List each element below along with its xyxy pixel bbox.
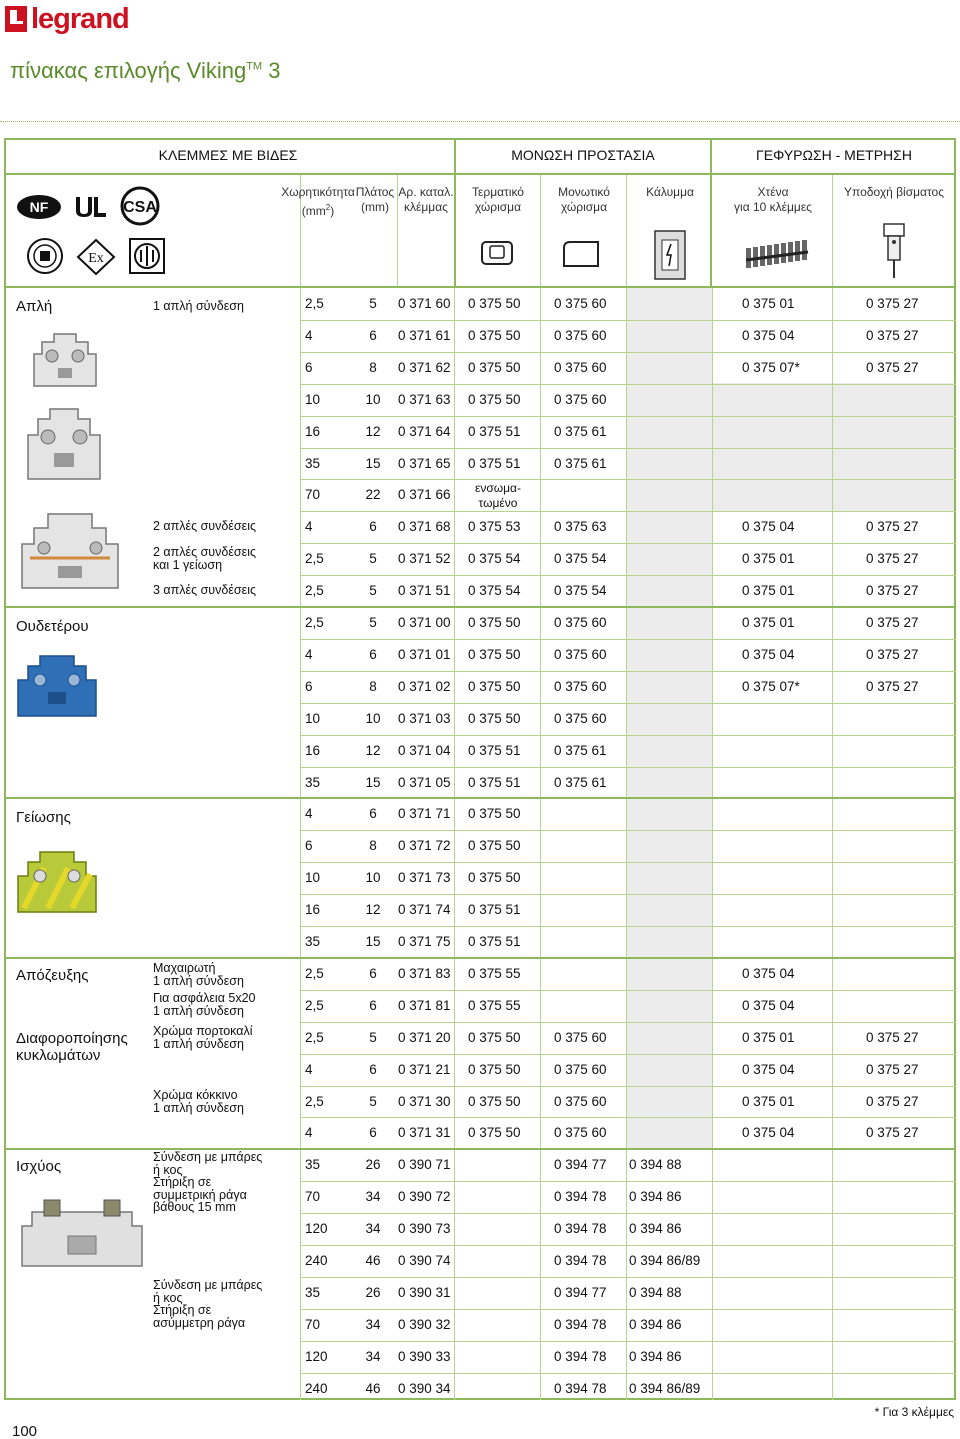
cell-w: 12 [365,902,381,918]
cell-ref: 0 371 72 [398,838,451,854]
page-title [10,58,280,84]
cell-ref: 0 371 65 [398,455,451,471]
col-terminal [456,185,540,215]
cell-ins: 0 375 60 [554,710,607,726]
label-differentiation [16,1030,128,1064]
cell-cap: 35 [305,1157,321,1173]
cell-ref: 0 371 21 [398,1061,451,1077]
cell-cap: 120 [305,1221,328,1237]
cell-term: 0 375 54 [468,583,521,599]
cell-ins: 0 375 60 [554,1029,607,1045]
green-yellow-earth-block-image [14,848,100,916]
cell-bri: 0 375 04 [742,1125,795,1141]
cell-ref: 0 371 60 [398,296,451,311]
col-capacity-label: Χωρητικότητα [281,185,355,199]
cell-bri: 0 375 04 [742,519,795,535]
cell-cov: 0 394 88 [629,1157,682,1173]
cell-w: 6 [369,327,377,343]
cell-term: 0 375 50 [468,710,521,726]
cell-ins: 0 375 61 [554,423,607,439]
cell-cap: 2,5 [305,997,324,1013]
cell-sup: 0 375 27 [866,615,919,630]
cell-cap: 4 [305,806,313,822]
cell-w: 8 [369,359,377,375]
imq-icon [129,238,165,274]
cell-w: 5 [369,1029,377,1045]
cell-term: 0 375 50 [468,646,521,662]
cell-sup: 0 375 27 [866,1029,919,1045]
cell-ref: 0 371 05 [398,774,451,790]
cell-ref: 0 371 03 [398,710,451,726]
cell-ins: 0 375 61 [554,455,607,471]
cell-term: 0 375 55 [468,965,521,981]
col-capacity [280,185,356,219]
cell-cap: 35 [305,455,321,471]
sub-one-simple: 1 απλή σύνδεση [153,299,244,313]
cell-bri: 0 375 07* [742,359,800,375]
cell-term: 0 375 51 [468,423,521,439]
col-insulating-sub: χώρισμα [560,200,608,214]
cell-cap: 35 [305,774,321,790]
insulating-partition-icon [562,240,602,268]
sub-power-asymmetric: Σύνδεση με μπάρες ή κος Στήριξη σε ασύμμετρη ράγα [153,1278,263,1330]
cell-ins: 0 375 60 [554,615,607,630]
cell-cov: 0 394 86 [629,1348,682,1364]
cell-cap: 35 [305,1284,321,1300]
cell-cap: 70 [305,1316,321,1332]
cell-cap: 4 [305,1061,313,1077]
cell-w: 12 [365,423,381,439]
col-width [354,185,396,215]
cell-w: 5 [369,615,377,630]
cell-ref: 0 371 83 [398,965,451,981]
cell-cap: 240 [305,1380,328,1396]
cell-term: 0 375 51 [468,934,521,949]
terminal-partition-icon [480,238,516,268]
cell-sup: 0 375 27 [866,327,919,343]
ul-icon [72,193,110,221]
cell-w: 6 [369,806,377,822]
cell-ref: 0 371 73 [398,870,451,886]
cell-ins: 0 375 60 [554,678,607,694]
col-insulating [542,185,626,215]
cell-sup: 0 375 27 [866,551,919,567]
label-earth: Γείωσης [16,809,71,826]
cell-bri: 0 375 04 [742,965,795,981]
col-capacity-unit: $(mm^2)$ [301,203,335,218]
col-cover [628,185,712,200]
cell-cov: 0 394 86/89 [629,1380,701,1396]
heading-insulation: ΜΟΝΩΣΗ ΠΡΟΣΤΑΣΙΑ [511,147,655,163]
cell-w: 8 [369,678,377,694]
col-bridge [714,185,832,215]
power-terminal-block-image [18,1196,146,1272]
cell-cap: 4 [305,1125,313,1141]
cell-ins: 0 375 60 [554,1093,607,1109]
legrand-logo [5,3,129,35]
cell-ins: 0 375 61 [554,742,607,758]
sub-fuse: Για ασφάλεια 5x20 1 απλή σύνδεση [153,991,256,1018]
cell-term: 0 375 51 [468,455,521,471]
cell-term: 0 375 55 [468,997,521,1013]
cell-w: 34 [365,1316,381,1332]
cell-ref: 0 390 33 [398,1348,451,1364]
cell-ins: 0 394 78 [554,1253,607,1268]
cell-cov: 0 394 86/89 [629,1253,701,1268]
cell-bri: 0 375 04 [742,997,795,1013]
cell-w: 6 [369,1061,377,1077]
cell-w: 46 [365,1380,381,1396]
cover-icon [654,230,686,280]
cell-ins: 0 394 78 [554,1380,607,1396]
sub-power-symmetric: Σύνδεση με μπάρες ή κος Στήριξη σε συμμετρική ράγα βάθους 15 mm [153,1150,263,1214]
cell-w: 6 [369,997,377,1013]
cell-ins: 0 394 78 [554,1221,607,1237]
cell-ref: 0 371 62 [398,359,451,375]
csa-icon [120,186,160,226]
cell-ref: 0 371 00 [398,615,451,630]
cell-cov: 0 394 86 [629,1189,682,1205]
page-number: 100 [12,1423,38,1439]
cell-term: 0 375 50 [468,806,521,822]
cell-ref: 0 371 30 [398,1093,451,1109]
vline-bri [712,288,713,1400]
cell-ins: 0 375 54 [554,583,607,599]
cell-bri: 0 375 01 [742,615,795,630]
col-bridge-label: Χτένα [757,185,789,199]
vline-main [300,175,301,1400]
label-neutral: Ουδετέρου [16,618,89,635]
col-bridge-sub: για 10 κλέμμες [734,200,812,214]
cell-sup: 0 375 27 [866,646,919,662]
cell-cov: 0 394 88 [629,1284,682,1300]
cell-term: 0 375 50 [468,1029,521,1045]
cell-w: 15 [365,455,381,471]
cell-term: 0 375 50 [468,296,521,311]
col-support [834,185,954,200]
label-differentiation-line1: Διαφοροποίησης [16,1030,128,1047]
col-width-unit: (mm) [361,200,389,214]
cell-bri: 0 375 07* [742,678,800,694]
page-title-text: πίνακας επιλογής Viking [10,58,247,83]
cell-term: 0 375 51 [468,902,521,918]
cell-cap: 6 [305,678,313,694]
cell-term: 0 375 50 [468,678,521,694]
cell-ins: 0 375 63 [554,519,607,535]
grey-terminal-block-large-image [24,405,104,485]
svg-text:BUREAU VERITAS: BUREAU VERITAS [26,236,35,237]
sub-red: Χρώμα κόκκινο 1 απλή σύνδεση [153,1088,244,1115]
label-power: Ισχύος [16,1158,62,1175]
col-ref [398,185,454,215]
col-ref-label: Αρ. καταλ. [398,185,454,199]
cell-w: 6 [369,519,377,535]
legrand-logo-text: legrand [31,2,129,35]
cell-ins: 0 375 54 [554,551,607,567]
cell-cap: 10 [305,870,321,886]
cell-cap: 6 [305,838,313,854]
cell-bri: 0 375 01 [742,1093,795,1109]
col-terminal-label: Τερματικό [472,185,524,199]
sub-three-simple: 3 απλές συνδέσεις [153,583,257,597]
cell-w: 10 [365,870,381,886]
cell-cap: 120 [305,1348,328,1364]
cell-ins: 0 394 78 [554,1189,607,1205]
col-support-label: Υποδοχή βίσματος [844,185,944,199]
cell-cap: 16 [305,423,321,439]
vline-sup [832,175,833,1400]
cell-bri: 0 375 04 [742,646,795,662]
cell-w: 5 [369,583,377,599]
cell-ref: 0 371 68 [398,519,451,535]
label-simple: Απλή [16,298,53,315]
cell-ref: 0 371 61 [398,327,451,343]
nf-icon [16,194,62,220]
cell-cov: 0 394 86 [629,1221,682,1237]
cell-cap: 2,5 [305,583,324,599]
cell-ref: 0 371 51 [398,583,451,599]
cell-cap: 10 [305,391,321,407]
cell-sup: 0 375 27 [866,296,919,311]
shade-bridge-empty [712,383,954,511]
cell-term: 0 375 50 [468,359,521,375]
sub-two-earth: 2 απλές συνδέσεις και 1 γείωση [153,545,257,572]
cell-cap: 10 [305,710,321,726]
cell-cap: 2,5 [305,296,324,311]
cell-cap: 2,5 [305,1093,324,1109]
cell-ins: 0 394 77 [554,1284,607,1300]
cell-ref: 0 371 02 [398,678,451,694]
cell-ref: 0 371 63 [398,391,451,407]
cell-w: 34 [365,1348,381,1364]
cell-w: 8 [369,838,377,854]
cell-term: 0 375 50 [468,391,521,407]
cell-cap: 16 [305,902,321,918]
cell-cap: 2,5 [305,965,324,981]
blue-neutral-block-image [14,652,100,720]
cell-w: 5 [369,551,377,567]
cell-sup: 0 375 27 [866,519,919,535]
sub-orange: Χρώμα πορτοκαλί 1 απλή σύνδεση [153,1024,253,1051]
sub-two-simple: 2 απλές συνδέσεις [153,519,257,533]
cell-w: 10 [365,710,381,726]
cell-sup: 0 375 27 [866,1061,919,1077]
col-width-label: Πλάτος [355,185,395,199]
page-title-suffix: 3 [262,58,281,83]
cell-cap: 70 [305,487,321,503]
cell-ref: 0 371 64 [398,423,451,439]
cell-sup: 0 375 27 [866,583,919,599]
cell-sup: 0 375 27 [866,1125,919,1141]
cell-w: 6 [369,646,377,662]
cell-ref: 0 390 32 [398,1316,451,1332]
svg-text:UL: UL [72,193,74,194]
cell-ins: 0 375 60 [554,1061,607,1077]
cell-w: 46 [365,1253,381,1268]
cell-ref: 0 390 73 [398,1221,451,1237]
cell-term: 0 375 50 [468,615,521,630]
cell-term: 0 375 50 [468,1093,521,1109]
bureau-veritas-icon [26,236,64,276]
cell-cap: 70 [305,1189,321,1205]
cell-w: 26 [365,1284,381,1300]
cell-sup: 0 375 27 [866,359,919,375]
cell-cap: 2,5 [305,1029,324,1045]
cell-w: 26 [365,1157,381,1173]
grey-terminal-block-image [30,330,100,390]
footnote: * Για 3 κλέμμες [874,1405,954,1419]
cell-ref: 0 390 34 [398,1380,451,1396]
cell-w: 10 [365,391,381,407]
cell-term: 0 375 51 [468,742,521,758]
col-terminal-sub: χώρισμα [474,200,522,214]
cell-ins: 0 375 60 [554,296,607,311]
cell-ref: 0 390 72 [398,1189,451,1205]
cell-term: 0 375 53 [468,519,521,535]
cell-w: 22 [365,487,381,503]
cell-term: 0 375 50 [468,870,521,886]
svg-text:NF: NF [29,199,49,215]
vline-cov [626,175,627,1400]
cell-ref: 0 371 71 [398,806,451,822]
cell-cap: 2,5 [305,615,324,630]
cell-bri: 0 375 01 [742,296,795,311]
cell-w: 12 [365,742,381,758]
trademark-mark: TM [246,60,263,73]
legrand-logo-mark [5,6,27,32]
cell-w: 6 [369,965,377,981]
heading-bridging: ΓΕΦΥΡΩΣΗ - ΜΕΤΡΗΣΗ [756,147,912,163]
cell-bri: 0 375 04 [742,327,795,343]
cell-ref: 0 371 01 [398,646,451,662]
cell-w: 5 [369,1093,377,1109]
cell-cap: 4 [305,646,313,662]
cell-w: 15 [365,774,381,790]
svg-text:IMQ: IMQ [129,238,131,239]
cell-ins: 0 375 60 [554,327,607,343]
cell-ref: 0 371 52 [398,551,451,567]
cell-ins: 0 375 60 [554,359,607,375]
cell-cap: 35 [305,934,321,949]
integrated-note: ενσωμα- τωμένο [475,481,521,510]
svg-text:Ex: Ex [88,251,104,266]
cell-bri: 0 375 04 [742,1061,795,1077]
cell-sup: 0 375 27 [866,678,919,694]
label-disconnect: Απόζευξης [16,967,89,984]
multi-connection-block-image [18,508,122,594]
cell-sup: 0 375 27 [866,1093,919,1109]
cell-ref: 0 371 81 [398,997,451,1013]
heading-clamps: ΚΛΕΜΜΕΣ ΜΕ ΒΙΔΕΣ [158,147,298,163]
label-differentiation-line2: κυκλωμάτων [16,1047,101,1064]
cell-ref: 0 390 74 [398,1253,451,1268]
cell-ref: 0 390 71 [398,1157,451,1173]
col-ref-sub: κλέμμας [404,200,448,214]
cell-bri: 0 375 01 [742,551,795,567]
cell-w: 6 [369,1125,377,1141]
cell-bri: 0 375 01 [742,1029,795,1045]
cell-ins: 0 375 61 [554,774,607,790]
cell-ref: 0 371 74 [398,902,451,918]
cell-ins: 0 375 60 [554,1125,607,1141]
cell-w: 34 [365,1221,381,1237]
cell-cov: 0 394 86 [629,1316,682,1332]
cell-cap: 2,5 [305,551,324,567]
cell-cap: 240 [305,1253,328,1268]
cell-term: 0 375 50 [468,1061,521,1077]
cell-w: 15 [365,934,381,949]
cell-term: 0 375 51 [468,774,521,790]
plug-socket-icon [880,222,908,282]
cell-ins: 0 394 78 [554,1316,607,1332]
cell-ref: 0 371 75 [398,934,451,949]
cell-cap: 16 [305,742,321,758]
sub-knife: Μαχαιρωτή 1 απλή σύνδεση [153,961,244,988]
cell-ins: 0 375 60 [554,646,607,662]
cell-ins: 0 394 77 [554,1157,607,1173]
cell-ref: 0 371 66 [398,487,451,503]
col-cover-label: Κάλυμμα [646,185,694,199]
cell-ref: 0 371 31 [398,1125,451,1141]
vline-term [454,288,455,1400]
cell-ref: 0 371 20 [398,1029,451,1045]
cell-cap: 4 [305,519,313,535]
cell-cap: 6 [305,359,313,375]
cell-w: 5 [369,296,377,311]
cell-ins: 0 394 78 [554,1348,607,1364]
cell-term: 0 375 50 [468,838,521,854]
header-line-1 [4,173,956,175]
col-insulating-label: Μονωτικό [558,185,610,199]
cell-term: 0 375 50 [468,327,521,343]
cell-ref: 0 371 04 [398,742,451,758]
vline-ins [540,175,541,1400]
cell-bri: 0 375 01 [742,583,795,599]
cell-ref: 0 390 31 [398,1284,451,1300]
cell-cap: 4 [305,327,313,343]
svg-text:CSA: CSA [123,199,157,216]
cell-term: 0 375 54 [468,551,521,567]
cell-w: 34 [365,1189,381,1205]
cell-term: 0 375 50 [468,1125,521,1141]
title-divider [0,121,960,122]
ex-icon [76,238,116,276]
bridge-comb-icon [744,240,810,272]
cell-ins: 0 375 60 [554,391,607,407]
